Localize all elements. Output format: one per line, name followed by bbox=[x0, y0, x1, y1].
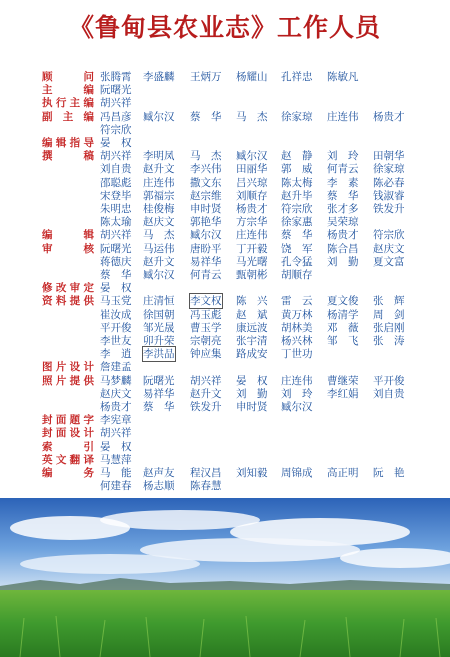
staff-name: 胡兴祥 bbox=[100, 150, 132, 163]
staff-name: 张启刚 bbox=[373, 321, 405, 334]
staff-name: 刘 玲 bbox=[281, 387, 313, 400]
staff-name: 庄连伟 bbox=[236, 229, 268, 242]
staff-name: 赵庆文 bbox=[100, 387, 132, 400]
staff-name: 李盛麟 bbox=[143, 71, 175, 83]
staff-name: 李 逍 bbox=[100, 348, 132, 361]
staff-name: 饶 军 bbox=[281, 242, 313, 255]
staff-name: 庄连伟 bbox=[327, 110, 359, 123]
staff-row bbox=[0, 387, 450, 401]
role-label: 顾 问 bbox=[42, 71, 94, 83]
staff-name: 陈太瑜 bbox=[100, 216, 132, 229]
staff-name: 雷 云 bbox=[281, 295, 313, 308]
staff-name: 刘自贵 bbox=[373, 387, 405, 400]
staff-name: 吴荣琼 bbox=[327, 216, 359, 229]
staff-row bbox=[0, 294, 450, 308]
staff-name: 朱明忠 bbox=[100, 203, 132, 215]
role-label: 审 核 bbox=[42, 242, 94, 255]
staff-name: 张 辉 bbox=[373, 295, 405, 308]
staff-name: 陈必春 bbox=[373, 176, 405, 189]
staff-name: 胡林美 bbox=[281, 321, 313, 334]
staff-list bbox=[0, 70, 450, 500]
staff-name: 陈合昌 bbox=[327, 242, 359, 255]
staff-name: 吕兴琼 bbox=[236, 176, 268, 189]
staff-name: 冯玉彪 bbox=[190, 308, 222, 321]
staff-name: 卯升荣 bbox=[143, 335, 175, 347]
staff-name: 宗朝亮 bbox=[190, 335, 222, 347]
staff-row bbox=[0, 176, 450, 190]
staff-name: 胡兴祥 bbox=[190, 374, 222, 387]
staff-name: 铁发升 bbox=[190, 401, 222, 413]
staff-row bbox=[0, 136, 450, 150]
staff-name: 周 剑 bbox=[373, 308, 405, 321]
staff-name: 张才多 bbox=[327, 203, 359, 215]
staff-name: 胡兴祥 bbox=[100, 97, 132, 110]
staff-name: 邹 飞 bbox=[327, 335, 359, 347]
staff-name: 马梦麟 bbox=[100, 374, 132, 387]
staff-name: 刘 勤 bbox=[236, 387, 268, 400]
staff-name: 何青云 bbox=[327, 163, 359, 176]
role-label: 英文翻译 bbox=[42, 453, 94, 466]
staff-name: 马 杰 bbox=[143, 229, 175, 242]
staff-name: 夏文富 bbox=[373, 255, 405, 268]
staff-name: 赵庆文 bbox=[373, 242, 405, 255]
staff-name: 赵升毕 bbox=[281, 189, 313, 202]
staff-name: 蒋德庆 bbox=[100, 255, 132, 268]
staff-name: 钟应集 bbox=[190, 348, 222, 361]
staff-name: 田丽华 bbox=[236, 163, 268, 176]
staff-row bbox=[0, 215, 450, 229]
staff-name: 孔祥忠 bbox=[281, 71, 313, 83]
staff-row bbox=[0, 228, 450, 242]
staff-name: 符宗欣 bbox=[281, 203, 313, 215]
staff-name: 晏 权 bbox=[236, 374, 268, 387]
staff-name: 赵升文 bbox=[143, 163, 175, 176]
staff-name: 李兴伟 bbox=[190, 163, 222, 176]
staff-name: 郭福宗 bbox=[143, 189, 175, 202]
staff-row bbox=[0, 162, 450, 176]
staff-name: 符宗欣 bbox=[100, 123, 132, 136]
staff-name: 马 能 bbox=[100, 467, 132, 479]
staff-row bbox=[0, 83, 450, 97]
staff-name: 蔡 华 bbox=[190, 110, 222, 123]
staff-name: 赵升文 bbox=[143, 255, 175, 268]
staff-row bbox=[0, 255, 450, 269]
staff-name: 杨贵才 bbox=[236, 203, 268, 215]
staff-name: 符宗欣 bbox=[373, 229, 405, 242]
staff-name: 马运伟 bbox=[143, 242, 175, 255]
staff-name: 康远波 bbox=[236, 321, 268, 334]
role-label: 封面题字 bbox=[42, 414, 94, 427]
staff-name: 平开俊 bbox=[373, 374, 405, 387]
staff-name: 杨贵才 bbox=[373, 110, 405, 123]
staff-row bbox=[0, 321, 450, 335]
staff-name: 曹玉学 bbox=[190, 321, 222, 334]
staff-name: 邹光晟 bbox=[143, 321, 175, 334]
staff-name: 钱淑睿 bbox=[373, 189, 405, 202]
staff-name: 马光曙 bbox=[236, 255, 268, 268]
staff-name: 李明凤 bbox=[143, 150, 175, 163]
staff-name: 张 涛 bbox=[373, 335, 405, 347]
staff-row bbox=[0, 281, 450, 295]
staff-name: 杨志顺 bbox=[143, 480, 175, 493]
staff-name: 曹继荣 bbox=[327, 374, 359, 387]
sky-and-field-image bbox=[0, 498, 450, 657]
staff-name: 李宪章 bbox=[100, 414, 132, 427]
staff-name: 徐家琼 bbox=[281, 110, 313, 123]
staff-row bbox=[0, 479, 450, 493]
staff-name: 臧尔汉 bbox=[143, 269, 175, 281]
staff-row bbox=[0, 334, 450, 348]
staff-name: 宋登毕 bbox=[100, 189, 132, 202]
staff-name: 蔡 华 bbox=[143, 401, 175, 413]
staff-row bbox=[0, 453, 450, 467]
role-label: 照片提供 bbox=[42, 374, 94, 387]
staff-name: 赵 静 bbox=[281, 150, 313, 163]
staff-name: 赵声友 bbox=[143, 467, 175, 479]
staff-name: 何青云 bbox=[190, 269, 222, 281]
staff-name: 徐国朝 bbox=[143, 308, 175, 321]
staff-row bbox=[0, 413, 450, 427]
staff-name: 庄连伟 bbox=[281, 374, 313, 387]
staff-name: 周锦成 bbox=[281, 467, 313, 479]
staff-name: 陈春慧 bbox=[190, 480, 222, 493]
staff-name: 赵宗维 bbox=[190, 189, 222, 202]
staff-name: 铁发升 bbox=[373, 203, 405, 215]
staff-name: 甄朝彬 bbox=[236, 269, 268, 281]
staff-row bbox=[0, 149, 450, 163]
staff-row bbox=[0, 202, 450, 216]
staff-name: 庄连伟 bbox=[143, 176, 175, 189]
role-label: 资料提供 bbox=[42, 295, 94, 308]
staff-name: 蔡 华 bbox=[100, 269, 132, 281]
staff-name: 臧尔汉 bbox=[236, 150, 268, 163]
staff-name: 马 杰 bbox=[190, 150, 222, 163]
staff-name: 易祥华 bbox=[143, 387, 175, 400]
staff-name: 李洪品 bbox=[143, 348, 175, 361]
staff-name: 方宗华 bbox=[236, 216, 268, 229]
staff-name: 徐家琼 bbox=[373, 163, 405, 176]
staff-name: 蔡 华 bbox=[281, 229, 313, 242]
page-title: 《鲁甸县农业志》工作人员 bbox=[68, 13, 381, 42]
role-label: 封面设计 bbox=[42, 427, 94, 440]
staff-name: 丁开毅 bbox=[236, 242, 268, 255]
staff-name: 李世友 bbox=[100, 335, 132, 347]
staff-name: 刘 勤 bbox=[327, 255, 359, 268]
staff-name: 杨贵才 bbox=[100, 401, 132, 413]
staff-name: 徐家惠 bbox=[281, 216, 313, 229]
role-label: 索 引 bbox=[42, 440, 94, 453]
staff-name: 李文权 bbox=[190, 295, 222, 308]
staff-name: 刘 玲 bbox=[327, 150, 359, 163]
staff-name: 易祥华 bbox=[190, 255, 222, 268]
staff-row bbox=[0, 268, 450, 282]
staff-row bbox=[0, 110, 450, 124]
role-label: 修改审定 bbox=[42, 282, 94, 295]
staff-name: 胡顺存 bbox=[281, 269, 313, 281]
staff-row bbox=[0, 347, 450, 361]
staff-name: 胡兴祥 bbox=[100, 229, 132, 242]
staff-name: 马 杰 bbox=[236, 110, 268, 123]
staff-name: 黄万林 bbox=[281, 308, 313, 321]
staff-name: 庄清恒 bbox=[143, 295, 175, 308]
staff-name: 李 素 bbox=[327, 176, 359, 189]
staff-name: 陈敏凡 bbox=[327, 71, 359, 83]
staff-row bbox=[0, 242, 450, 256]
staff-name: 臧尔汉 bbox=[190, 229, 222, 242]
staff-row bbox=[0, 123, 450, 137]
staff-name: 夏文俊 bbox=[327, 295, 359, 308]
staff-name: 赵庆文 bbox=[143, 216, 175, 229]
staff-name: 刘顺存 bbox=[236, 189, 268, 202]
role-label: 图片设计 bbox=[42, 361, 94, 374]
staff-name: 申时贤 bbox=[236, 401, 268, 413]
staff-name: 赵升文 bbox=[190, 387, 222, 400]
staff-name: 申时贤 bbox=[190, 203, 222, 215]
staff-name: 田朝华 bbox=[373, 150, 405, 163]
staff-name: 撒文东 bbox=[190, 176, 222, 189]
staff-row bbox=[0, 70, 450, 84]
staff-name: 阮曙光 bbox=[143, 374, 175, 387]
staff-row bbox=[0, 466, 450, 480]
staff-name: 詹建孟 bbox=[100, 361, 132, 374]
staff-name: 陈 兴 bbox=[236, 295, 268, 308]
role-label: 编 辑 bbox=[42, 229, 94, 242]
staff-name: 郭 威 bbox=[281, 163, 313, 176]
landscape-photo bbox=[0, 498, 450, 657]
role-label: 副 主 编 bbox=[42, 110, 94, 123]
staff-name: 郭艳华 bbox=[190, 216, 222, 229]
staff-name: 程汉昌 bbox=[190, 467, 222, 479]
staff-name: 杨贵才 bbox=[327, 229, 359, 242]
staff-name: 邵聪彪 bbox=[100, 176, 132, 189]
staff-row bbox=[0, 440, 450, 454]
role-label: 主 编 bbox=[42, 84, 94, 97]
staff-name: 晏 权 bbox=[100, 440, 132, 453]
staff-name: 陈太梅 bbox=[281, 176, 313, 189]
staff-name: 崔汝成 bbox=[100, 308, 132, 321]
staff-name: 杨耀山 bbox=[236, 71, 268, 83]
staff-name: 赵 斌 bbox=[236, 308, 268, 321]
staff-name: 阮曙光 bbox=[100, 84, 132, 97]
staff-row bbox=[0, 426, 450, 440]
staff-name: 唐盼平 bbox=[190, 242, 222, 255]
staff-name: 臧尔汉 bbox=[281, 401, 313, 413]
staff-name: 马玉党 bbox=[100, 295, 132, 308]
staff-row bbox=[0, 189, 450, 203]
staff-name: 李红娟 bbox=[327, 387, 359, 400]
staff-name: 何建春 bbox=[100, 480, 132, 493]
staff-name: 丁世功 bbox=[281, 348, 313, 361]
staff-name: 阮 艳 bbox=[373, 467, 405, 479]
staff-name: 晏 权 bbox=[100, 282, 132, 295]
staff-row bbox=[0, 374, 450, 388]
staff-name: 蔡 华 bbox=[327, 189, 359, 202]
staff-name: 冯昌彦 bbox=[100, 110, 132, 123]
staff-name: 邓 薇 bbox=[327, 321, 359, 334]
staff-name: 刘知毅 bbox=[236, 467, 268, 479]
staff-name: 臧尔汉 bbox=[143, 110, 175, 123]
staff-name: 杨兴林 bbox=[281, 335, 313, 347]
staff-row bbox=[0, 360, 450, 374]
staff-name: 张腾霄 bbox=[100, 71, 132, 83]
staff-name: 马慧萍 bbox=[100, 453, 132, 466]
staff-name: 刘自贵 bbox=[100, 163, 132, 176]
staff-name: 胡兴祥 bbox=[100, 427, 132, 440]
staff-name: 晏 权 bbox=[100, 137, 132, 149]
staff-name: 王炳万 bbox=[190, 71, 222, 83]
role-label: 撰 稿 bbox=[42, 150, 94, 163]
role-label: 编 务 bbox=[42, 467, 94, 479]
role-label: 执行主编 bbox=[42, 97, 94, 110]
staff-name: 平开俊 bbox=[100, 321, 132, 334]
staff-name: 桂俊梅 bbox=[143, 203, 175, 215]
staff-name: 杨清学 bbox=[327, 308, 359, 321]
staff-name: 孔令猛 bbox=[281, 255, 313, 268]
staff-name: 张宇清 bbox=[236, 335, 268, 347]
staff-name: 路成安 bbox=[236, 348, 268, 361]
staff-row bbox=[0, 308, 450, 322]
role-label: 编辑指导 bbox=[42, 137, 94, 149]
staff-name: 阮曙光 bbox=[100, 242, 132, 255]
staff-row bbox=[0, 400, 450, 414]
staff-name: 高正明 bbox=[327, 467, 359, 479]
staff-row bbox=[0, 96, 450, 110]
